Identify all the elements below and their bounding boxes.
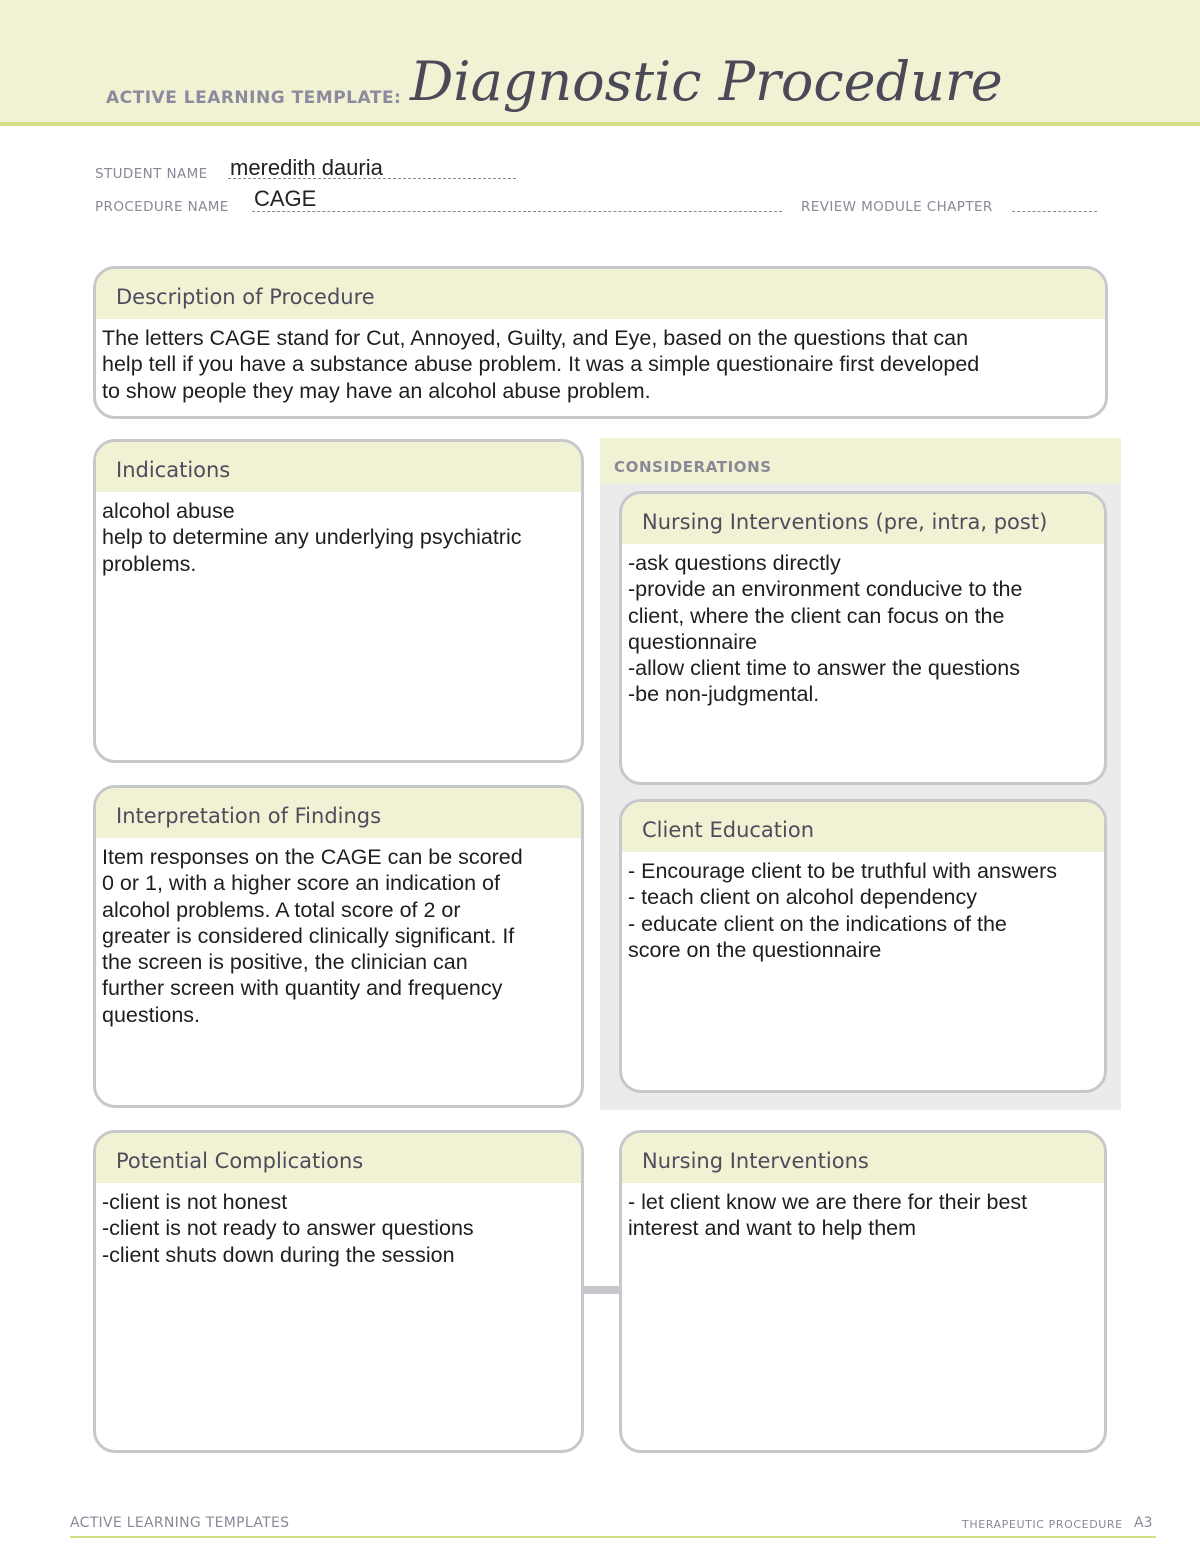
page-title: Diagnostic Procedure [410,50,1003,113]
indications-line: alcohol abuse [102,499,235,523]
potential-complications-body[interactable] [96,1183,581,1268]
interpretation-card [93,785,584,1108]
footer-left-label: ACTIVE LEARNING TEMPLATES [70,1515,290,1531]
nursing-interventions-heading: Nursing Interventions [622,1133,1104,1183]
potential-complications-card [93,1130,584,1453]
indications-card [93,439,584,763]
review-module-label: REVIEW MODULE CHAPTER [801,199,993,215]
header-divider [0,122,1200,126]
nursing-interventions-pip-card [619,491,1107,785]
potential-complications-heading: Potential Complications [96,1133,581,1183]
interpretation-line: the screen is positive, the clinician can [102,950,468,975]
nursing-interventions-pip-line: -be non-judgmental. [628,682,820,707]
procedure-name-line [252,211,782,212]
nursing-interventions-pip-line: client, where the client can focus on the [628,603,1005,628]
client-education-card [619,799,1107,1093]
client-education-heading: Client Education [622,802,1104,852]
review-module-field[interactable] [1012,211,1097,212]
description-body[interactable] [96,319,1105,404]
client-education-line: - teach client on alcohol dependency [628,885,978,910]
interpretation-heading: Interpretation of Findings [96,788,581,838]
nursing-interventions-card [619,1130,1107,1453]
potential-complications-line: -client shuts down during the session [102,1242,455,1267]
nursing-interventions-pip-body[interactable] [622,544,1104,708]
potential-complications-line: -client is not ready to answer questions [102,1216,474,1241]
interpretation-line: further screen with quantity and frequency [102,976,503,1001]
nursing-interventions-line: interest and want to help them [628,1216,917,1241]
footer-divider [70,1536,1156,1538]
indications-body[interactable] [96,492,581,577]
potential-complications-line: -client is not honest [102,1190,288,1214]
interpretation-line: 0 or 1, with a higher score an indication of [102,871,500,896]
nursing-interventions-pip-line: -ask questions directly [628,551,841,575]
client-education-body[interactable] [622,852,1104,963]
nursing-interventions-pip-heading: Nursing Interventions (pre, intra, post) [622,494,1104,544]
indications-line: problems. [102,551,197,576]
indications-line: help to determine any underlying psychiatric [102,525,522,550]
considerations-label: CONSIDERATIONS [614,458,772,476]
client-education-line: - Encourage client to be truthful with answers [628,859,1058,883]
student-name-field[interactable]: meredith dauria [230,155,383,180]
nursing-interventions-pip-line: questionnaire [628,629,758,654]
indications-heading: Indications [96,442,581,492]
nursing-interventions-pip-line: -allow client time to answer the questions [628,656,1020,681]
page-number: A3 [1134,1515,1153,1531]
interpretation-line: greater is considered clinically significant. If [102,923,515,948]
client-education-line: - educate client on the indications of the [628,911,1007,936]
description-line: to show people they may have an alcohol abuse problem. [102,378,651,403]
nursing-interventions-pip-line: -provide an environment conducive to the [628,577,1023,602]
interpretation-line: alcohol problems. A total score of 2 or [102,897,461,922]
card-connector [583,1286,620,1294]
client-education-line: score on the questionnaire [628,937,882,962]
nursing-interventions-body[interactable] [622,1183,1104,1242]
nursing-interventions-line: - let client know we are there for their best [628,1190,1028,1214]
template-label: ACTIVE LEARNING TEMPLATE: [106,88,402,108]
student-name-label: STUDENT NAME [95,166,208,182]
description-line: The letters CAGE stand for Cut, Annoyed, Guilty, and Eye, based on the questions that can [102,326,969,350]
interpretation-line: Item responses on the CAGE can be scored [102,845,523,869]
description-heading: Description of Procedure [96,269,1105,319]
interpretation-line: questions. [102,1002,201,1027]
description-card [93,266,1108,419]
description-line: help tell if you have a substance abuse problem. It was a simple questionaire first developed [102,352,980,377]
procedure-name-label: PROCEDURE NAME [95,199,229,215]
footer-right-label: THERAPEUTIC PROCEDURE [962,1518,1123,1531]
procedure-name-field[interactable]: CAGE [254,186,317,211]
interpretation-body[interactable] [96,838,581,1028]
